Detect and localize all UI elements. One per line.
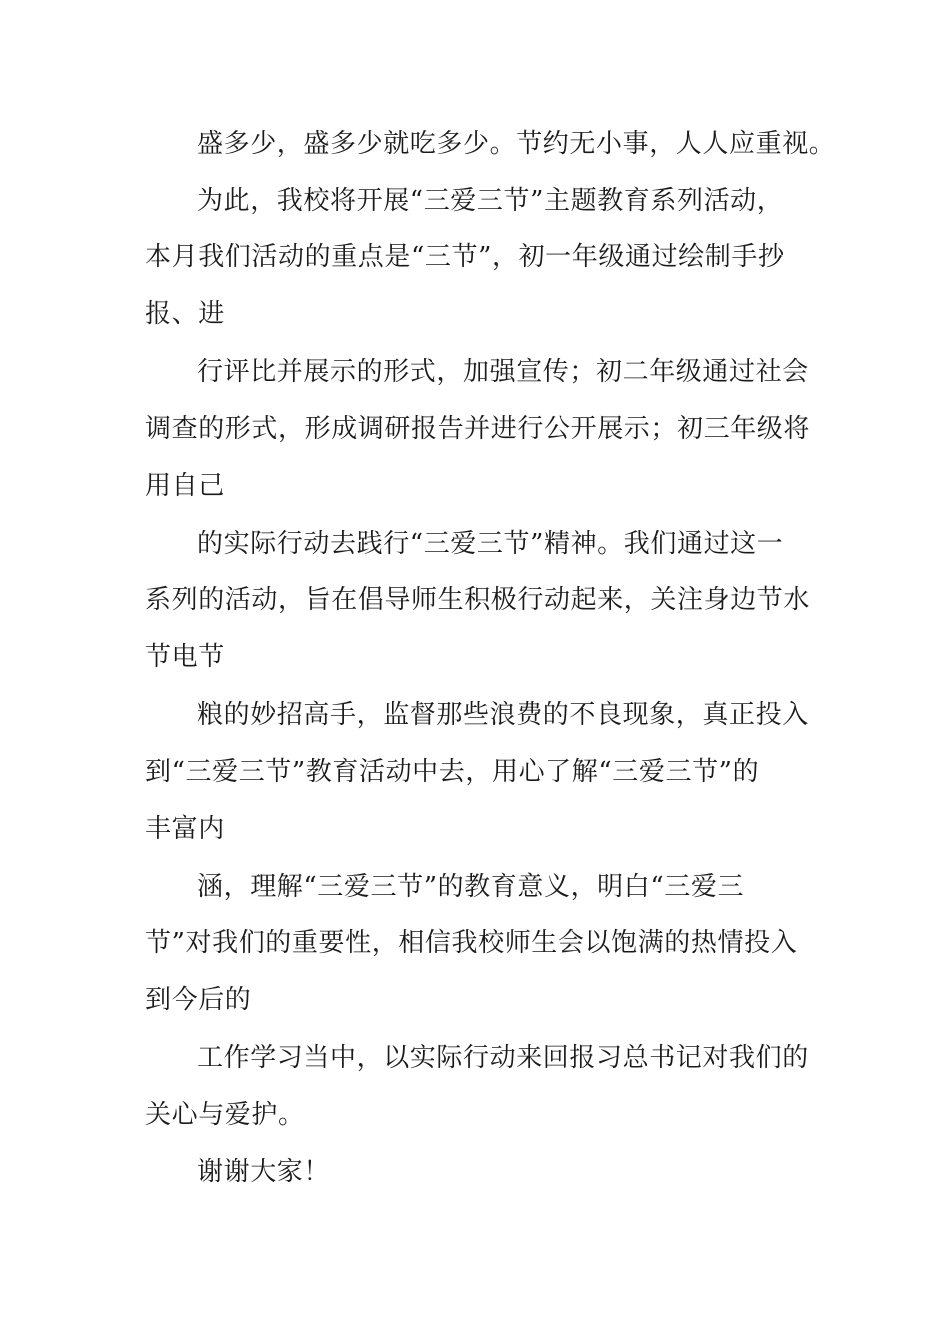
text-line: 谢谢大家！ xyxy=(197,1157,331,1187)
text-line: 调查的形式，形成调研报告并进行公开展示；初三年级将 xyxy=(145,414,811,444)
text-line: 工作学习当中，以实际行动来回报习总书记对我们的 xyxy=(197,1043,809,1073)
text-line: 报、进 xyxy=(145,299,225,329)
text-line: 为此，我校将开展“三爱三节”主题教育系列活动， xyxy=(197,186,784,216)
text-line: 盛多少，盛多少就吃多少。节约无小事，人人应重视。 xyxy=(197,129,836,159)
text-line: 节”对我们的重要性，相信我校师生会以饱满的热情投入 xyxy=(145,928,798,958)
text-line: 到“三爱三节”教育活动中去，用心了解“三爱三节”的 xyxy=(145,757,760,787)
text-line: 粮的妙招高手，监督那些浪费的不良现象，真正投入 xyxy=(197,700,809,730)
text-line: 的实际行动去践行“三爱三节”精神。我们通过这一 xyxy=(197,529,784,559)
text-line: 关心与爱护。 xyxy=(145,1100,305,1130)
text-line: 涵，理解“三爱三节”的教育意义，明白“三爱三 xyxy=(197,872,745,902)
text-line: 用自己 xyxy=(145,471,225,501)
text-line: 丰富内 xyxy=(145,814,225,844)
text-line: 节电节 xyxy=(145,642,225,672)
text-line: 本月我们活动的重点是“三节”，初一年级通过绘制手抄 xyxy=(145,242,785,272)
text-line: 到今后的 xyxy=(145,985,252,1015)
text-line: 系列的活动，旨在倡导师生积极行动起来，关注身边节水 xyxy=(145,585,811,615)
text-line: 行评比并展示的形式，加强宣传；初二年级通过社会 xyxy=(197,357,809,387)
